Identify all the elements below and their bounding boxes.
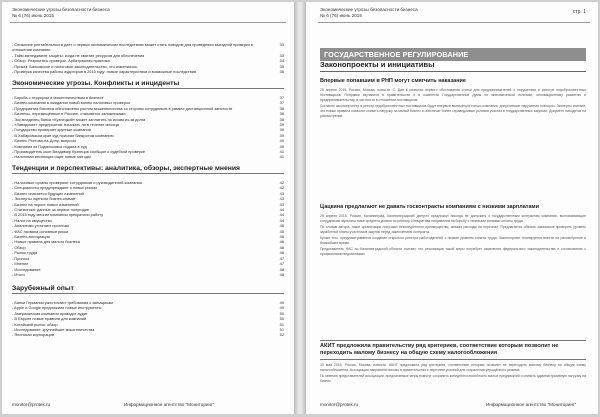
toc-entry-title: - Налоговая инспекция ищет новые методы [12,154,91,160]
article-3-paragraph: По мнению представителей ассоциации, предлагаемые меры помогут сохранить конкурентоспособность малых предприятий и снизить административную нагрузку на бизнес. [320,374,586,383]
toc-entry-page: 51 [279,327,284,333]
section-heading-foreign: Зарубежный опыт [12,285,284,294]
toc-entry-page: 39 [279,132,284,138]
toc-entry-page: 37 [279,95,284,100]
article-3-body [320,363,586,385]
toc-top-list [12,42,284,74]
toc-entry-title: - Проверка качества работы аудиторов в 2015 году: новые характеристики и возможные последствия [12,69,196,75]
toc-entry-title: - В Европе новые правила для компаний [12,316,87,322]
toc-entry-title: - Экс-владелец банка «Кузнецкий» может заплатить по искам из-за долга [12,116,146,122]
toc-entry-page: 43 [279,190,284,196]
toc-entry-title: - Государство проверяет крупные компании [12,127,91,133]
toc-entry-title: - Обзор [12,244,26,250]
toc-foreign-list [12,300,284,338]
article-1-title: Впервые попавшим в РНП могут смягчить наказание [320,78,466,84]
toc-entry-title: - Компания из Подмосковья подала в суд [12,143,87,149]
toc-entry-title: - «Заводские» предприятия: взыскать ли в течение месяца [12,122,119,128]
toc-entry-page: 36 [279,69,284,75]
toc-entry-page: 51 [279,321,284,327]
article-divider [320,359,586,360]
toc-entry-title: - ФАС назвала основные риски [12,228,69,234]
toc-threats-list [12,95,284,160]
toc-entry-page: 49 [279,300,284,305]
toc-entry-page: 44 [279,212,284,218]
toc-entry-title: - Рынок труда [12,250,38,256]
toc-entry-title: - Прогноз [12,255,29,261]
right-page [306,2,598,414]
toc-entry-title: - Японская корпорация [12,332,54,338]
article-2-paragraph: Представитель ФАС по Калининградской области считает, что реализация такой меры потребует изменения федерального законодательства и согласования с профильными ведомствами. [320,247,586,256]
left-page [2,2,294,414]
toc-entry-title: - Специалисты предупреждают о новых рисках [12,185,98,191]
left-page-header [12,7,110,18]
article-2-paragraph: 29 апреля 2015, Россия, Калининград. Калининградский депутат предложил никогда не допускать к государственным контрактам компании, выплачивающие сотрудникам зарплаты ниже среднего уровня по региону. Инициатива направлена на борьбу с теневыми схемами оплаты труда. [320,214,586,223]
toc-entry-page: 47 [279,261,284,267]
toc-entry-page: 33 [279,42,284,47]
section-heading-threats: Экономические угрозы. Конфликты и инциденты [12,80,284,89]
toc-entry-title: - Китайский рынок: обзор [12,321,58,327]
toc-entry-page: 41 [279,154,284,160]
toc-entry-page: 46 [279,244,284,250]
toc-entry-page: 40 [279,143,284,149]
toc-entry-title: - Исследование: крупнейшие мошенничества [12,327,95,333]
toc-entry-page: 49 [279,305,284,311]
toc-entry-page: 35 [279,63,284,69]
header-title: Экономические угрозы безопасности бизнеса [320,7,418,12]
toc-entry-page: 46 [279,239,284,245]
toc-entry-page: 34 [279,58,284,64]
toc-entry-title: - Налоговые органы проверяют сотрудников и руководителей компании [12,180,142,185]
toc-entry-title: - Предприятия бизнеса обеспокоены ростом мошенничества со стороны сотрудников в рамках дистанционной занятости [12,105,233,111]
toc-entry-title: - В Хабаровском крае суд признал банкротом компанию [12,132,114,138]
toc-entry-title: - Банки Германии ужесточают требования к заёмщикам [12,300,113,305]
toc-entry[interactable] [12,154,284,159]
toc-entry-title: - Мнение [12,261,29,267]
toc-entry-page: 38 [279,105,284,111]
toc-entry-page: 47 [279,255,284,261]
toc-entry-page: 43 [279,196,284,202]
article-1-paragraph: Согласно законопроекту, в реестр недобросовестных поставщиков будут впервые включаться только компании, допустившие нарушения повторно. Эксперты считают, что новые правила позволят снизить нагрузку на малый бизнес и обеспечат более справедливые условия участия в государственных закупках. Документ находится на рассмотрении. [320,103,586,118]
toc-entry-page: 42 [279,185,284,191]
toc-entry-page: 48 [279,266,284,272]
toc-entry-page: 39 [279,122,284,128]
toc-entry-title: - Аналитики уточняют прогнозы [12,223,70,229]
article-divider [320,340,586,341]
rubric-subtitle: Законопроекты и инициативы [320,60,586,72]
toc-entry-page: 40 [279,138,284,144]
toc-entry-page: 45 [279,228,284,234]
toc-entry-page: 37 [279,100,284,106]
article-1-body [320,88,586,120]
article-2-title: Цацкина предлагают не давать госконтракты компаниям с низкими зарплатами [320,204,539,210]
article-3-paragraph: 30 мая 2015, Россия, Москва, новости. АКИТ предложила ряд критериев, соответствие которым позволит не переходить малому бизнесу на общую схему налогообложения. Ассоциация направила письмо в правительство с перечнем условий для сохранения упрощённого режима. [320,363,586,372]
rubric-banner: ГОСУДАРСТВЕННОЕ РЕГУЛИРОВАНИЕ [320,48,586,61]
toc-entry-page: 38 [279,111,284,117]
toc-entry-title: - Американская компания проводит аудит [12,310,88,316]
article-2-paragraph: Кроме того, предусматривается создание открытого реестра работодателей с низким уровнем оплаты труда. Законопроект планируется внести на рассмотрение в ближайшее время. [320,236,586,245]
footer-agency: Информационное агентство "Мониторинг" [486,402,577,407]
toc-entry-title: - В 2015 году многие компании прекратили работу [12,212,104,218]
toc-entry-title: - Борьба с террором и мошенничеством в бизнесе [12,95,104,100]
footer-agency: Информационное агентство "Мониторинг" [124,402,215,407]
toc-entry-title: - Бизнес-компании в ожидании новой волны налоговых проверок [12,100,130,106]
header-divider [318,22,590,23]
article-2-paragraph: По словам автора, такие организации получают неконкурентное преимущество, снижая расходы на персонал. Предлагается обязать заказчиков проверять уровень заработной платы участников закупок перед заключением контракта. [320,225,586,234]
toc-entry[interactable] [12,42,284,53]
toc-entry-title: - Бизнес Ростова-на-Дону: вопросы [12,138,77,144]
toc-entry-page: 44 [279,207,284,213]
toc-entry-title: - Снижение рентабельности дает о первых экономических последствиях может стать поводом для проведения выездной проверки в отношении компании [12,42,253,53]
header-issue: № 6 (76) июнь 2015 [320,12,362,18]
toc-entry-page: 45 [279,223,284,229]
toc-entry[interactable] [12,69,284,74]
toc-entry-title: - Исследование [12,266,41,272]
article-2-body [320,214,586,258]
toc-entry-title: - Тайм-менеджмент защиты: когда не хватает ресурсов для обеспечения [12,52,145,58]
toc-entry-title: - Apple и Google предложили новые инструменты [12,305,102,311]
toc-entry-page: 39 [279,127,284,133]
toc-entry-page: 45 [279,234,284,240]
footer-email[interactable]: monitor@protek.ru [320,402,359,407]
article-1-paragraph: 28 апреля 2015, Россия, Москва, новости. С. Дан в качестве первого обоснования статьи для предпринимателей о нарушениях в реестре недобросовестных поставщиков. Поправки изучаются в правительстве и в комитетах Государственной Думы по экономической политике, инновационному развитию и предпринимательству, в частности в отношении поставщиков. [320,88,586,102]
toc-entry-title: - Эксперты оценили бизнес-климат [12,196,76,202]
section-heading-trends: Тенденции и перспективы: аналитика, обзоры, экспертные мнения [12,165,284,174]
footer-email[interactable]: monitor@protek.ru [12,402,51,407]
page-number: стр. 1 [572,9,586,15]
toc-entry-title: - Производитель окон Владимир Кузнецов сообщил о судебной проверке [12,149,145,155]
toc-entry-title: - Статистика: данные за первое полугодие [12,207,90,213]
toc-entry-title: - Бизнес на пороге новых изменений [12,201,79,207]
toc-entry[interactable] [12,272,284,277]
header-title: Экономические угрозы безопасности бизнеса [12,7,110,12]
toc-entry-title: - Новые правила для малого бизнеса [12,239,80,245]
page-gutter [294,2,306,414]
toc-entry-page: 50 [279,316,284,322]
right-page-header [320,7,418,18]
toc-entry-title: - Бизнес-ассоциации [12,234,50,240]
toc-entry-page: 42 [279,180,284,185]
toc-entry-page: 46 [279,250,284,256]
toc-trends-list [12,180,284,277]
toc-entry-page: 44 [279,217,284,223]
header-issue: № 6 (76) июнь 2015 [12,12,54,18]
toc-entry-page: 52 [279,332,284,338]
toc-entry[interactable] [12,332,284,337]
toc-entry-page: 38 [279,116,284,122]
toc-entry-title: - Итоги [12,271,25,277]
toc-entry-page: 41 [279,149,284,155]
toc-entry-title: - Налог на имущество [12,217,52,223]
toc-entry-title: - Обзор: Результаты проверок. Арбитражная практика [12,58,110,64]
toc-entry-page: 33 [279,52,284,58]
toc-entry-title: - Бизнесы, перемещённые в Россию, становятся заложниками [12,111,126,117]
header-divider [10,22,286,23]
toc-entry-page: 43 [279,201,284,207]
toc-entry-page: 50 [279,310,284,316]
toc-entry-page: 48 [279,271,284,277]
toc-entry-title: - Бизнес опасается будущих изменений [12,190,84,196]
toc-entry-title: - Приказ: Банковское и налоговое законодательство, что изменилось [12,63,138,69]
article-3-title: АКИТ предложила правительству ряд критериев, соответствие которым позволит не переходить малому бизнесу на общую схему налогообложения [320,343,559,356]
